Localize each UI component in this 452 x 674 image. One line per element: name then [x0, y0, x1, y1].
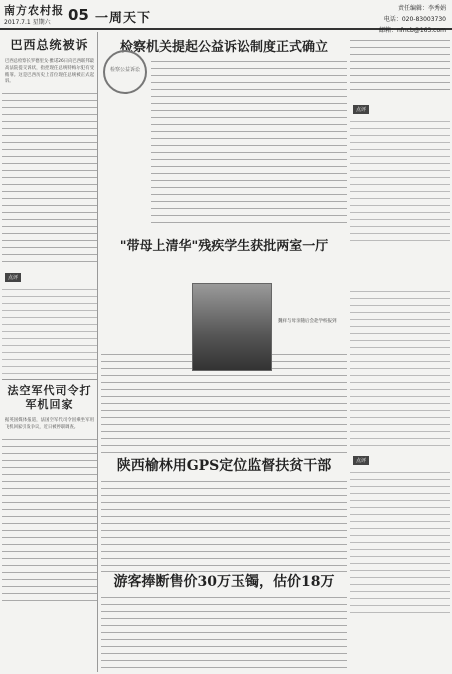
editor-line: 责任编辑：李秀娟: [397, 5, 446, 12]
headline-jade: 游客捧断售价30万玉镯，估价18万: [113, 574, 335, 590]
text-block: [350, 287, 450, 447]
comment-label: 点评: [353, 105, 369, 114]
comment-text: [2, 285, 97, 375]
headline-public-interest: 检察机关提起公益诉讼制度正式确立: [119, 40, 328, 55]
text-block: [151, 57, 347, 227]
text-block: [101, 593, 347, 673]
issue-date: 2017.7.1 星期六: [4, 19, 51, 26]
article-title-brazil: 巴西总统被诉: [10, 38, 89, 52]
article-body-brazil: 巴西总检察长罗德里戈·雅诺26日向巴西联邦最高法院提交诉状，指控现任总统特梅尔犯有受贿罪。这是巴西历史上首位现任总统被正式起诉。: [5, 59, 94, 85]
article-body-france: 据英国媒体报道，法国空军代司令因乘坐军用飞机回家引发争议，近日被停职调查。: [5, 418, 94, 430]
comment-text: [350, 468, 450, 618]
right-column: [350, 32, 450, 618]
text-block: [350, 36, 450, 96]
section-title: 一周天下: [95, 11, 152, 26]
comment-label: 点评: [5, 273, 21, 282]
divider: [2, 379, 97, 380]
photo-caption: 魏祥与母亲随后会赴学校报到: [278, 319, 337, 324]
text-block: [101, 477, 347, 567]
email-line: 邮箱：nfncb@163.com: [379, 27, 446, 34]
page-number: 05: [68, 6, 89, 24]
seal-text: 检察公益诉讼: [109, 67, 140, 73]
comment-label: 点评: [353, 456, 369, 465]
masthead: [0, 0, 452, 34]
text-block: [2, 89, 97, 264]
headline-gps: 陕西榆林用GPS定位监督扶贫干部: [101, 455, 347, 475]
text-block: [2, 435, 97, 605]
left-column: [2, 32, 98, 672]
article-title-france: 法空军代司令打军机回家: [7, 384, 92, 412]
seal-graphic: [103, 50, 147, 94]
headline-tsinghua: "带母上清华"残疾学生获批两室一厅: [119, 239, 329, 254]
news-photo: [192, 283, 272, 371]
phone-line: 电话：020-83003730: [383, 16, 446, 23]
comment-text: [350, 117, 450, 247]
newspaper-logo: 南方农村报: [4, 4, 64, 17]
